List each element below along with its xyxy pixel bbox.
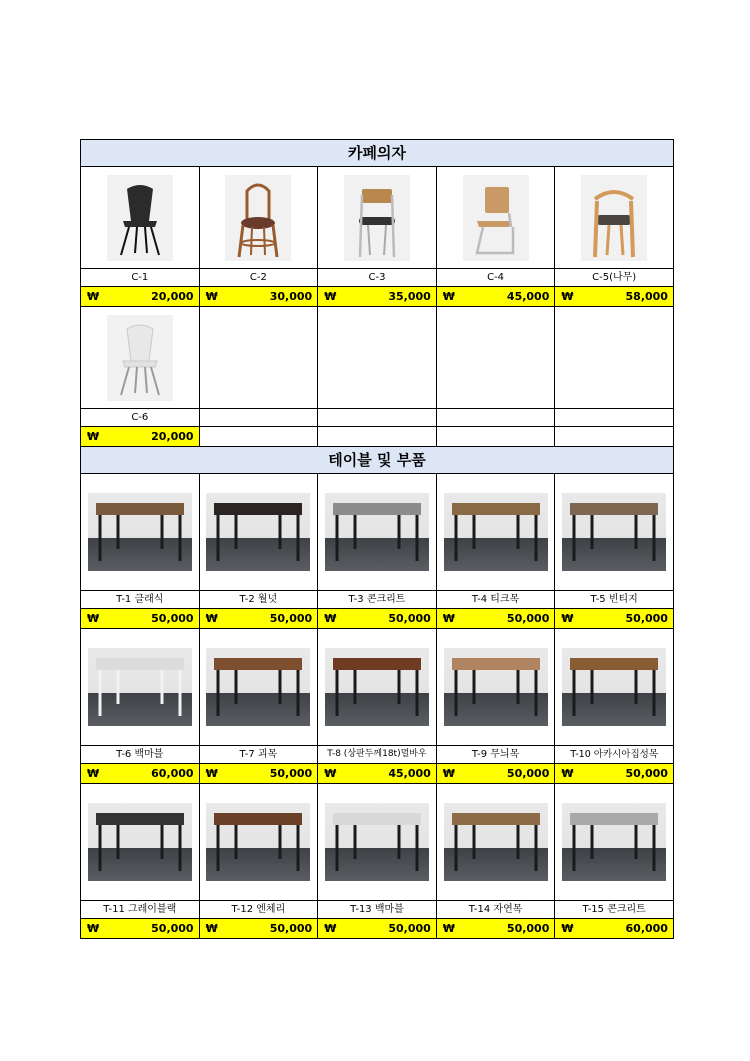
product-image-cell	[437, 629, 556, 745]
product-code: T-4 티크목	[437, 591, 556, 608]
product-code: C-1	[81, 269, 200, 286]
price-value: 30,000	[269, 290, 313, 303]
currency-symbol: ₩	[561, 922, 574, 935]
chair-icon	[344, 175, 410, 261]
currency-symbol: ₩	[561, 612, 574, 625]
product-code: C-4	[437, 269, 556, 286]
product-code: T-12 엔체리	[200, 901, 319, 918]
chair-image-row	[81, 167, 673, 269]
price-value: 50,000	[625, 612, 668, 625]
product-image-cell	[555, 167, 673, 268]
product-image-cell	[81, 784, 200, 900]
product-image-cell	[318, 629, 437, 745]
table-icon	[88, 803, 192, 881]
price-value: 60,000	[625, 922, 668, 935]
product-code: C-5(나무)	[592, 272, 637, 283]
table-image-row	[81, 784, 673, 901]
price-value: 50,000	[625, 767, 668, 780]
product-image-cell	[318, 784, 437, 900]
chair-icon	[107, 175, 173, 261]
price-value: 50,000	[388, 922, 431, 935]
price-value: 50,000	[269, 767, 313, 780]
price-cell	[200, 609, 319, 628]
price-cell	[437, 609, 556, 628]
currency-symbol: ₩	[442, 767, 455, 780]
price-value: 50,000	[506, 922, 550, 935]
price-cell	[437, 919, 556, 938]
product-image-cell	[81, 307, 200, 408]
price-value: 60,000	[151, 767, 194, 780]
table-name-row	[81, 746, 673, 764]
product-image-cell	[200, 629, 319, 745]
product-code: T-13 백마블	[318, 901, 437, 918]
price-value: 50,000	[151, 922, 194, 935]
product-image-cell	[437, 167, 556, 268]
price-cell	[200, 287, 319, 306]
table-price-row	[81, 919, 673, 938]
table-icon	[562, 493, 666, 571]
table-icon	[444, 493, 548, 571]
product-image-cell	[81, 629, 200, 745]
product-image-cell	[555, 784, 673, 900]
product-image-cell	[555, 474, 673, 590]
table-icon	[444, 648, 548, 726]
price-cell	[437, 287, 556, 306]
chair-price-row	[81, 427, 673, 447]
table-name-row	[81, 591, 673, 609]
product-image-cell	[81, 167, 200, 268]
section-title-chairs: 카페의자	[81, 140, 673, 167]
price-value: 35,000	[388, 290, 431, 303]
empty-cell	[555, 307, 673, 408]
product-code: T-5 빈티지	[590, 594, 638, 605]
product-code: C-6	[81, 409, 200, 426]
currency-symbol: ₩	[442, 612, 455, 625]
currency-symbol: ₩	[87, 612, 100, 625]
table-name-row	[81, 901, 673, 919]
price-value: 50,000	[269, 612, 313, 625]
product-image-cell	[200, 474, 319, 590]
product-code: T-14 자연목	[437, 901, 556, 918]
price-cell	[200, 919, 319, 938]
currency-symbol: ₩	[205, 767, 218, 780]
price-cell	[555, 287, 673, 306]
price-cell	[200, 764, 319, 783]
price-value: 50,000	[151, 612, 194, 625]
empty-cell	[318, 427, 437, 446]
price-cell	[81, 919, 200, 938]
price-cell	[81, 764, 200, 783]
table-icon	[88, 493, 192, 571]
product-code: T-6 백마블	[81, 746, 200, 763]
currency-symbol: ₩	[324, 612, 337, 625]
product-code: T-10 아카시아집성목	[570, 749, 659, 760]
price-value: 20,000	[151, 290, 194, 303]
empty-cell	[437, 427, 556, 446]
table-icon	[325, 648, 429, 726]
currency-symbol: ₩	[87, 430, 100, 443]
price-value: 50,000	[506, 767, 550, 780]
chair-icon	[107, 315, 173, 401]
product-code: C-3	[318, 269, 437, 286]
chair-icon	[463, 175, 529, 261]
currency-symbol: ₩	[324, 922, 337, 935]
empty-cell	[318, 409, 437, 426]
chair-name-row	[81, 409, 673, 427]
product-image-cell	[318, 167, 437, 268]
table-price-row	[81, 609, 673, 629]
price-cell	[318, 609, 437, 628]
currency-symbol: ₩	[442, 922, 455, 935]
table-price-row	[81, 764, 673, 784]
product-code: T-2 월넛	[200, 591, 319, 608]
chair-icon	[581, 175, 647, 261]
table-icon	[444, 803, 548, 881]
price-value: 50,000	[269, 922, 313, 935]
table-icon	[206, 803, 310, 881]
price-cell	[318, 287, 437, 306]
product-code: C-2	[200, 269, 319, 286]
product-code: T-8 (상판두께18t)멀바우	[318, 746, 437, 763]
price-value: 45,000	[388, 767, 431, 780]
table-icon	[562, 648, 666, 726]
product-image-cell	[200, 784, 319, 900]
product-image-cell	[81, 474, 200, 590]
product-code: T-3 콘크리트	[318, 591, 437, 608]
currency-symbol: ₩	[205, 612, 218, 625]
currency-symbol: ₩	[87, 922, 100, 935]
empty-cell	[318, 307, 437, 408]
currency-symbol: ₩	[205, 290, 218, 303]
empty-cell	[200, 307, 319, 408]
empty-cell	[555, 427, 673, 446]
product-code: T-9 무늬목	[437, 746, 556, 763]
product-image-cell	[318, 474, 437, 590]
empty-cell	[437, 409, 556, 426]
product-code: T-11 그레이블랙	[81, 901, 200, 918]
currency-symbol: ₩	[205, 922, 218, 935]
table-icon	[325, 803, 429, 881]
chair-name-row	[81, 269, 673, 287]
table-icon	[562, 803, 666, 881]
chair-icon	[225, 175, 291, 261]
currency-symbol: ₩	[442, 290, 455, 303]
price-cell	[437, 764, 556, 783]
table-icon	[206, 648, 310, 726]
table-image-row	[81, 474, 673, 591]
price-cell	[318, 764, 437, 783]
table-image-row	[81, 629, 673, 746]
price-value: 50,000	[506, 612, 550, 625]
currency-symbol: ₩	[324, 290, 337, 303]
product-image-cell	[555, 629, 673, 745]
product-code: T-7 괴목	[200, 746, 319, 763]
empty-cell	[200, 409, 319, 426]
price-cell	[555, 764, 673, 783]
section-title-tables: 테이블 및 부품	[81, 447, 673, 474]
chair-price-row	[81, 287, 673, 307]
price-value: 50,000	[388, 612, 431, 625]
price-cell	[81, 287, 200, 306]
price-value: 45,000	[506, 290, 550, 303]
price-value: 58,000	[625, 290, 668, 303]
price-cell	[318, 919, 437, 938]
currency-symbol: ₩	[324, 767, 337, 780]
price-cell	[555, 919, 673, 938]
price-value: 20,000	[151, 430, 194, 443]
currency-symbol: ₩	[561, 767, 574, 780]
product-image-cell	[437, 784, 556, 900]
price-list-sheet	[80, 139, 674, 939]
currency-symbol: ₩	[87, 290, 100, 303]
price-cell	[555, 609, 673, 628]
table-icon	[88, 648, 192, 726]
price-cell	[81, 427, 200, 446]
currency-symbol: ₩	[561, 290, 574, 303]
product-image-cell	[437, 474, 556, 590]
table-icon	[206, 493, 310, 571]
product-code: T-15 콘크리트	[582, 904, 646, 915]
empty-cell	[437, 307, 556, 408]
empty-cell	[555, 409, 673, 426]
product-code: T-1 클래식	[81, 591, 200, 608]
product-image-cell	[200, 167, 319, 268]
chair-image-row	[81, 307, 673, 409]
empty-cell	[200, 427, 319, 446]
table-icon	[325, 493, 429, 571]
price-cell	[81, 609, 200, 628]
currency-symbol: ₩	[87, 767, 100, 780]
